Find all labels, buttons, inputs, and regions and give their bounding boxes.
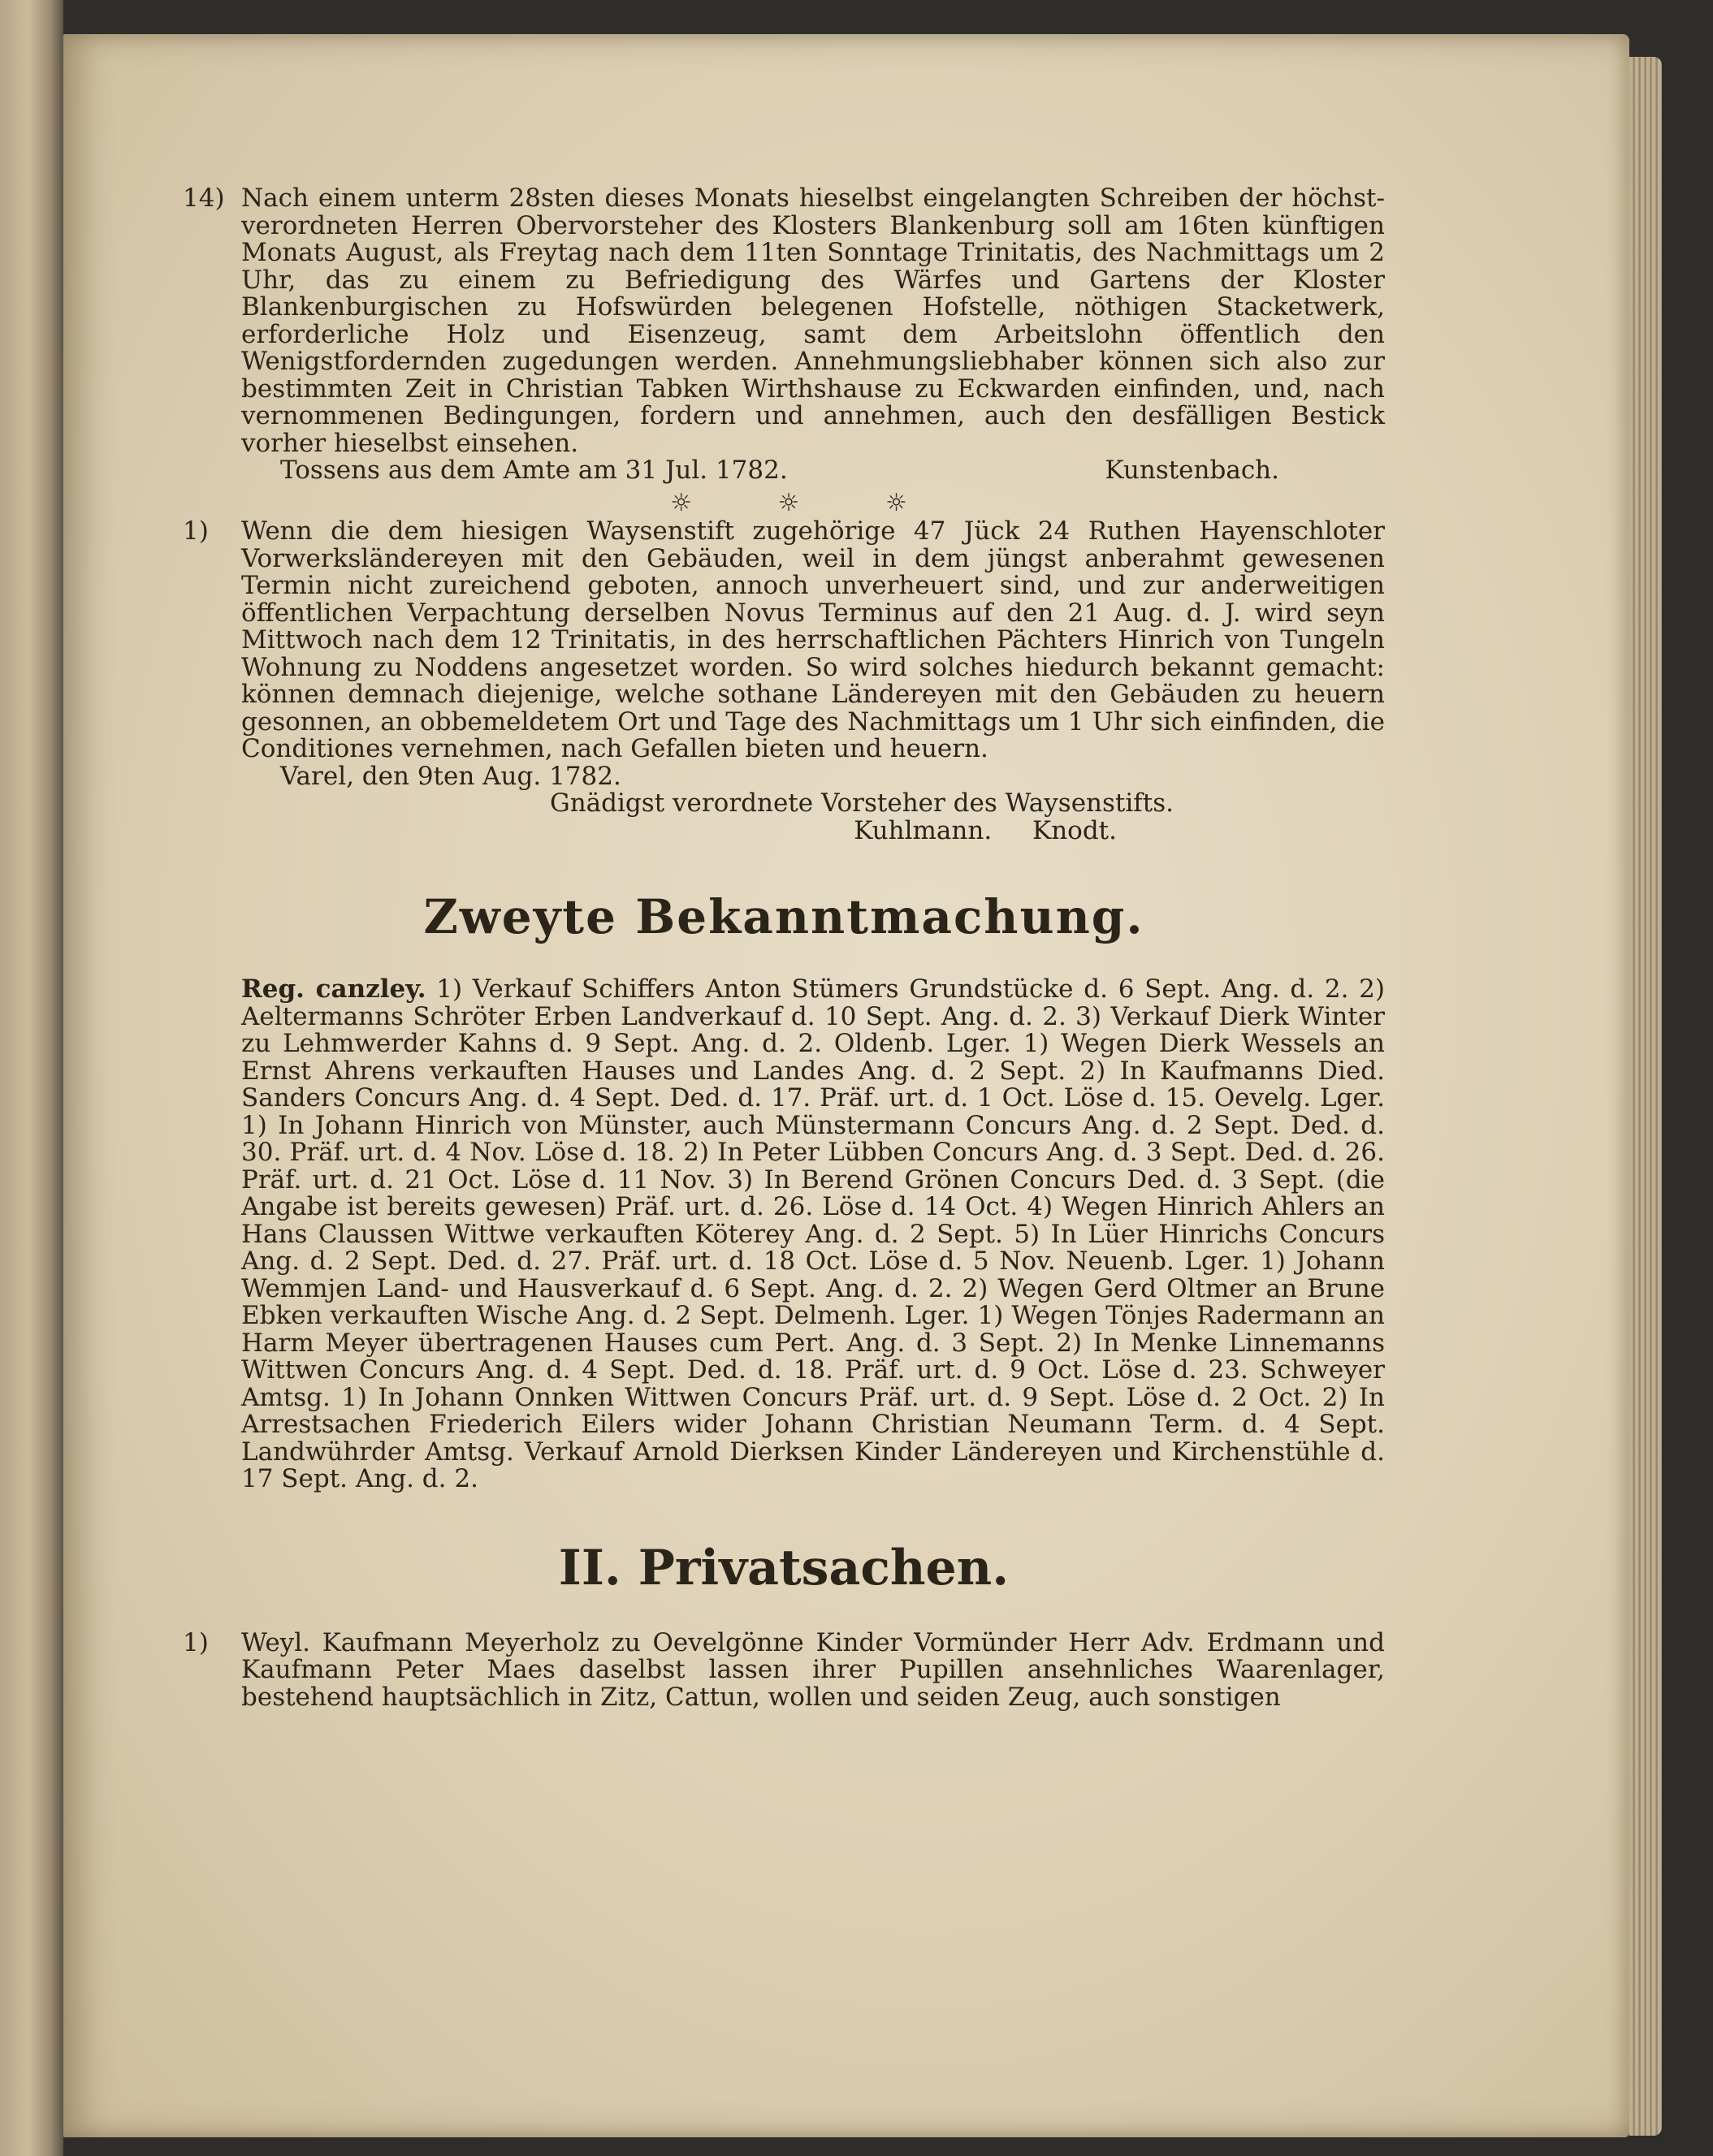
dateline-varel xyxy=(183,763,1385,791)
dateline-text: Tossens aus dem Amte am 31 Jul. 1782. xyxy=(280,456,788,485)
section-heading-privatsachen: II. Privatsachen. xyxy=(558,1539,1010,1596)
separator-ornament: ☼ ☼ ☼ xyxy=(670,488,946,517)
page-stack-edges xyxy=(1629,57,1662,2136)
signatory-names: Kuhlmann. Knodt. xyxy=(854,815,1117,845)
notice-body: Nach einem unterm 28sten dieses Monats hieselbst eingelangten Schreiben der höchst-verordneten Herren Obervorsteher des Klosters Blankenburg soll am 16ten künftigen Monats August, als Freytag nach dem 11ten Sonntage Trinitatis, des Nachmittags um 2 Uhr, das zu einem zu Befriedigung des Wärfes und Gartens der Kloster Blankenburgischen zu Hofswürden belegenen Hofstelle, nöthigen Stacketwerk, erforderliche Holz und Eisenzeug, samt dem Arbeitslohn öffentlich den Wenigstfordernden zugedungen werden. Annehmungsliebhaber können sich also zur bestimmten Zeit in Christian Tabken Wirthshause zu Eckwarden einfinden, und, nach vernommenen Bedingungen, fordern und annehmen, auch den desfälligen Bestick vorher hieselbst einsehen. xyxy=(241,184,1385,458)
notice-number: 1) xyxy=(183,1627,209,1657)
notice-1 xyxy=(183,518,1385,763)
notice-14 xyxy=(183,185,1385,457)
notice-number: 14) xyxy=(183,184,225,213)
dateline-text: Varel, den 9ten Aug. 1782. xyxy=(280,761,621,791)
paragraph-body: 1) Verkauf Schiffers Anton Stümers Grundstücke d. 6 Sept. Ang. d. 2. 2) Aeltermanns Schröter Erben Landverkauf d. 10 Sept. Ang. d. 2. 3) Verkauf Dierk Winter zu Lehmwerder Kahns d. 9 Sept. Ang. d. 2. Oldenb. Lger. 1) Wegen Dierk Wessels an Ernst Ahrens verkauften Hauses und Landes Ang. d. 2 Sept. 2) In Kaufmanns Died. Sanders Concurs Ang. d. 4 Sept. Ded. d. 17. Präf. urt. d. 1 Oct. Löse d. 15. Oevelg. Lger. 1) In Johann Hinrich von Münster, auch Münstermann Concurs Ang. d. 2 Sept. Ded. d. 30. Präf. urt. d. 4 Nov. Löse d. 18. 2) In Peter Lübben Concurs Ang. d. 3 Sept. Ded. d. 26. Präf. urt. d. 21 Oct. Löse d. 11 Nov. 3) In Berend Grönen Concurs Ded. d. 3 Sept. (die Angabe ist bereits gewesen) Präf. urt. d. 26. Löse d. 14 Oct. 4) Wegen Hinrich Ahlers an Hans Claussen Wittwe verkauften Köterey Ang. d. 2 Sept. 5) In Lüer Hinrichs Concurs Ang. d. 2 Sept. Ded. d. 27. Präf. urt. d. 18 Oct. Löse d. 5 Nov. Neuenb. Lger. 1) Johann Wemmjen Land- und Hausverkauf d. 6 Sept. Ang. d. 2. 2) Wegen Gerd Oltmer an Brune Ebken verkauften Wische Ang. d. 2 Sept. Delmenh. Lger. 1) Wegen Tönjes Radermann an Harm Meyer übertragenen Hauses cum Pert. Ang. d. 3 Sept. 2) In Menke Linnemanns Wittwen Concurs Ang. d. 4 Sept. Ded. d. 18. Präf. urt. d. 9 Oct. Löse d. 23. Schweyer Amtsg. 1) In Johann Onnken Wittwen Concurs Präf. urt. d. 9 Sept. Löse d. 2 Oct. 2) In Arrestsachen Friederich Eilers wider Johann Christian Neumann Term. d. 4 Sept. Landwührder Amtsg. Verkauf Arnold Dierksen Kinder Ländereyen und Kirchenstühle d. 17 Sept. Ang. d. 2. xyxy=(241,974,1386,1493)
notice-number: 1) xyxy=(183,516,209,546)
dateline-tossens xyxy=(183,457,1385,485)
signature: Kunstenbach. xyxy=(1105,456,1279,485)
notice-body: Wenn die dem hiesigen Waysenstift zugehörige 47 Jück 24 Ruthen Hayenschloter Vorwerksländereyen mit den Gebäuden, weil in dem jüngst anberahmt gewesenen Termin nicht zureichend geboten, annoch unverheuert sind, und zur anderweitigen öffentlichen Verpachtung derselben Novus Terminus auf den 21 Aug. d. J. wird seyn Mittwoch nach dem 12 Trinitatis, in des herrschaftlichen Pächters Hinrich von Tungeln Wohnung zu Noddens angesetzet worden. So wird solches hiedurch bekannt gemacht: können demnach diejenige, welche sothane Ländereyen mit den Gebäuden zu heuern gesonnen, an obbemeldetem Ort und Tage des Nachmittags um 1 Uhr sich einfinden, die Conditiones vernehmen, nach Gefallen bieten und heuern. xyxy=(241,516,1385,763)
announcement-paragraph xyxy=(183,976,1385,1493)
previous-page-edge xyxy=(0,0,63,2156)
section-heading-zweyte-bekanntmachung: Zweyte Bekanntmachung. xyxy=(423,889,1144,944)
page-text xyxy=(183,185,1385,1711)
private-notice-1 xyxy=(183,1627,1385,1712)
signatory-title: Gnädigst verordnete Vorsteher des Waysenstifts. xyxy=(549,789,1174,818)
notice-body: Weyl. Kaufmann Meyerholz zu Oevelgönne Kinder Vormünder Herr Adv. Erdmann und Kaufmann Peter Maes daselbst lassen ihrer Pupillen ansehnliches Waarenlager, bestehend hauptsächlich in Zitz, Cattun, wollen und seiden Zeug, auch sonstigen xyxy=(241,1627,1385,1712)
paragraph-lead: Reg. canzley. xyxy=(241,974,426,1004)
